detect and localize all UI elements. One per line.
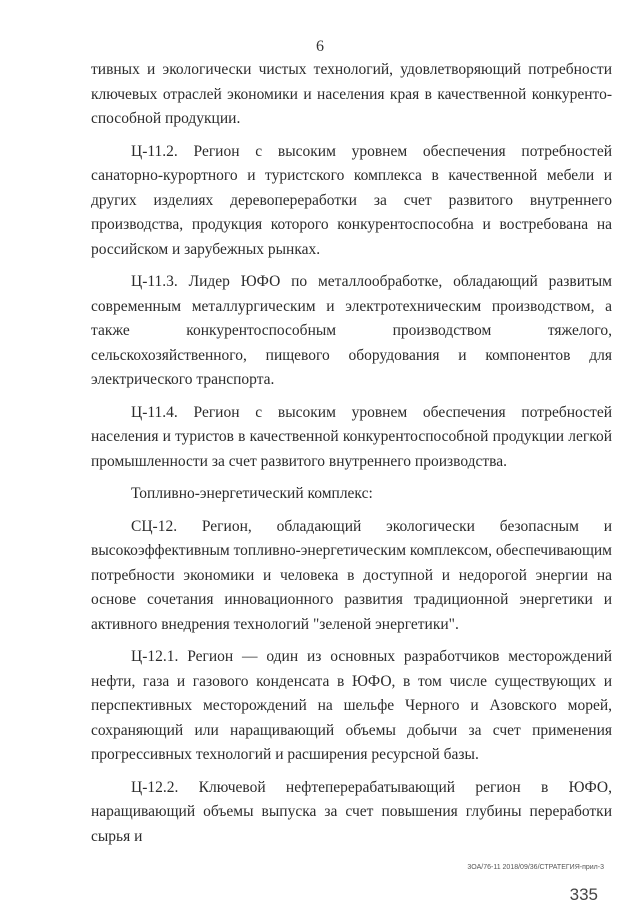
section-heading-fuel-energy: Топливно-энергетический комплекс: [131,485,373,502]
page-number: 6 [316,38,324,55]
document-body [91,58,612,849]
paragraph-goal-11-3: Ц-11.3. Лидер ЮФО по металлообработке, обладающий развитым современным металлургическим и электротехническим производством, а также конкурентоспособным производством тяжелого, сельскохозяйственного, пищевого оборудования и компонентов для электрического транспорта. [91,273,612,388]
paragraph-strategic-goal-12: СЦ-12. Регион, обладающий экологически безопасным и высокоэффективным топливно-энергетическим комплексом, обеспечивающим потребности экономики и человека в доступной и недорогой энергии на основе сочетания инновационного развития традиционной энергетики и активного внедрения технологий "зеленой энергетики". [91,517,612,633]
paragraph-continuation: тивных и экологически чистых технологий, удовлетворяющий потребности ключевых отраслей экономики и населения края в качественной конкуренто-способной продукции. [91,61,612,127]
footer-document-code: 3ОА/76-11 2018/09/36/СТРАТЕГИЯ-прил-3 [467,864,604,871]
paragraph-goal-12-1: Ц-12.1. Регион — один из основных разработчиков месторождений нефти, газа и газового конденсата в ЮФО, в том числе существующих и перспективных месторождений на шельфе Черного и Азовского морей, сохраняющий или наращивающий объемы добычи за счет применения прогрессивных технологий и расширения ресурсной базы. [91,648,612,763]
paragraph-goal-11-4: Ц-11.4. Регион с высоким уровнем обеспечения потребностей населения и туристов в качественной конкурентоспособной продукции легкой промышленности за счет развитого внутреннего производства. [91,403,612,470]
footer-sheet-number: 335 [569,885,598,904]
paragraph-goal-11-2: Ц-11.2. Регион с высоким уровнем обеспечения потребностей санаторно-курортного и туристского комплекса в качественной мебели и других изделиях деревопереработки за счет развитого внутреннего производства, продукция которого конкурентоспособна и востребована на российском и зарубежных рынках. [91,142,612,258]
paragraph-goal-12-2: Ц-12.2. Ключевой нефтеперерабатывающий регион в ЮФО, наращивающий объемы выпуска за счет повышения глубины переработки сырья и [91,778,612,845]
